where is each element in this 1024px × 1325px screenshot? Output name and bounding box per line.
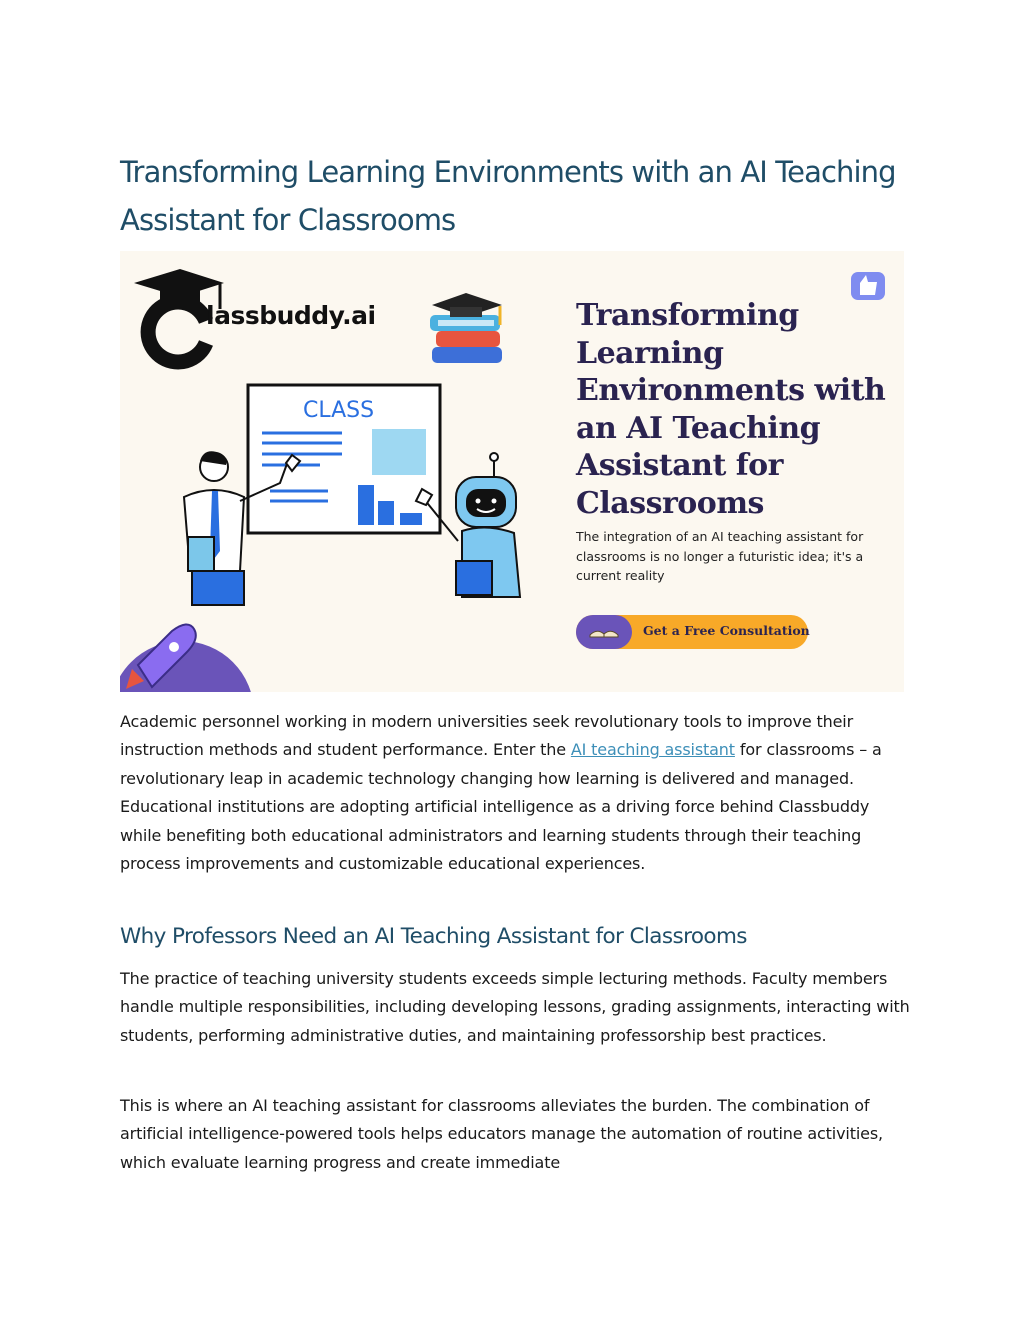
intro-text-end: for classrooms – a revolutionary leap in academic technology changing how learning is delivered and managed. Educational institutions are adopting artificial intelligence as a driving force behind Classbuddy while benefiting both educational administrators and learning students through their teaching process improvements and customizable educational experiences. <box>120 740 882 874</box>
intro-text-start: Academic personnel working in modern universities seek revolutionary tools to improve their instruction methods and student performance. Enter the <box>120 712 854 760</box>
class-whiteboard <box>248 385 440 533</box>
body-paragraph-2: This is where an AI teaching assistant for classrooms alleviates the burden. The combination of artificial intelligence-powered tools helps educators manage the automation of routine activities, which evaluate learning progress and create immediate <box>120 1096 883 1172</box>
thumbs-up-icon <box>851 272 885 300</box>
cta-label: Get a Free Consultation <box>643 623 810 638</box>
banner-heading: Transforming Learning Environments with an AI Teaching Assistant for Classrooms <box>576 298 886 521</box>
ai-teaching-assistant-link[interactable]: AI teaching assistant <box>570 740 735 760</box>
intro-paragraph <box>120 708 910 878</box>
board-label: CLASS <box>303 398 375 423</box>
open-book-icon <box>576 615 632 649</box>
section-heading: Why Professors Need an AI Teaching Assistant for Classrooms <box>120 924 747 949</box>
books-grad-cap-icon <box>430 293 502 363</box>
classbuddy-logo-text: lassbuddy.ai <box>206 301 376 330</box>
banner-subtext: The integration of an AI teaching assistant for classrooms is no longer a futuristic idea; it's a current reality <box>576 529 864 583</box>
article-title: Transforming Learning Environments with an AI Teaching Assistant for Classrooms <box>120 155 896 237</box>
body-paragraph-1: The practice of teaching university students exceeds simple lecturing methods. Faculty members handle multiple responsibilities, including developing lessons, grading assignments, interacting with students, performing administrative duties, and maintaining professorship best practices. <box>120 969 910 1045</box>
hero-banner-image <box>120 251 904 692</box>
free-consultation-button[interactable] <box>576 615 808 649</box>
rocket-icon <box>120 624 254 692</box>
